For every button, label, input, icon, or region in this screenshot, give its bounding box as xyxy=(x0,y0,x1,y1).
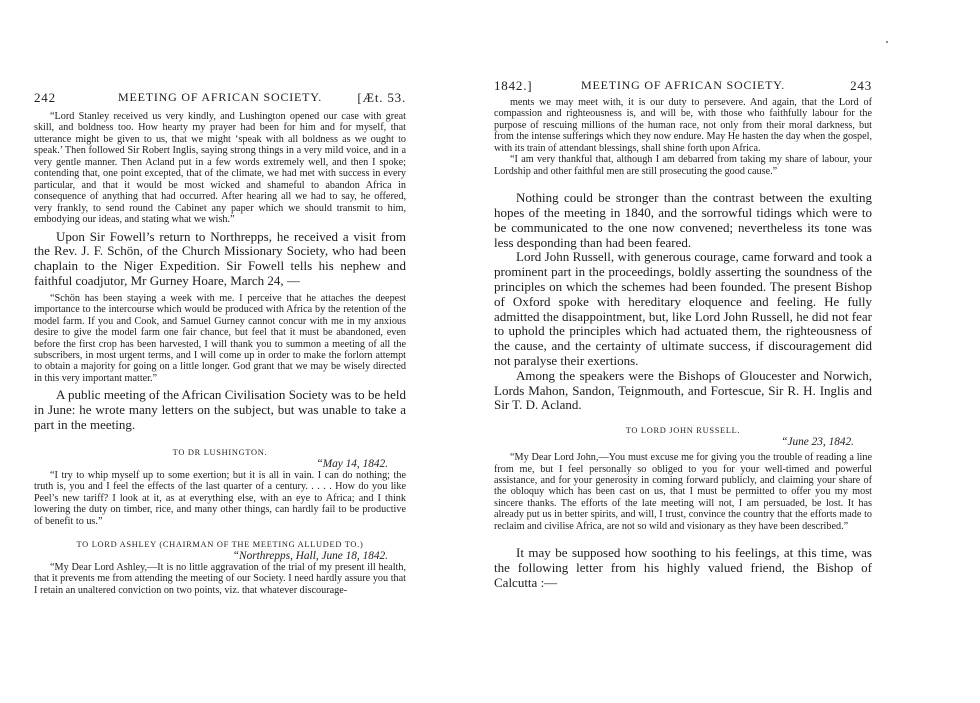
date-lushington-letter: “May 14, 1842. xyxy=(316,457,388,470)
left-running-header xyxy=(34,90,406,108)
right-running-title: MEETING OF AFRICAN SOCIETY. xyxy=(580,78,786,92)
letter-ashley-closing: “I am very thankful that, although I am debarred from taking my share of labour, your Lordship and other faithful men are still prosecuting the good cause.” xyxy=(494,154,872,177)
heading-to-dr-lushington: TO DR LUSHINGTON. xyxy=(172,447,268,457)
letter-lushington-body: “I try to whip myself up to some exertion; but it is all in vain. I can do nothing; the truth is, you and I feel the effects of the last quarter of a century. . . . . How do you like Peel’s new tariff? I look at it, as at everything else, with an eye to Africa; and I think lowering the duty on timber, rice, and many other things, can hardly fail to be productive of benefit to us.” xyxy=(34,469,406,527)
letter-russell-body: “My Dear Lord John,—You must excuse me for giving you the trouble of reading a line from me, but I feel personally so obliged to you for your well-timed and powerful assistance, and for your generosity in coming forward publicly, and claiming your share of the obloquy which has been cast on us, that I must be permitted to offer you my most sincere thanks. The efforts of the late meeting will not, I am persuaded, be lost. It has already put us in better spirits, and will, I trust, convince the country that the efforts made to reclaim and civilise Africa, are not so wild and visionary as they have been described.” xyxy=(494,452,872,532)
right-page-number: 243 xyxy=(850,78,872,93)
right-running-header xyxy=(494,78,872,96)
paragraph-lord-john-russell: Lord John Russell, with generous courage, came forward and took a prominent part in the proceedings, boldly asserting the soundness of the principles on which the schemes had been founded. The present Bishop of Oxford spoke with hereditary eloquence and feeling. He fully admitted the disappointment, but, like Lord John Russell, he did not fear to uphold the principles which had actuated them, the righteousness of the cause, and the certainty of ultimate success, if discouragement did not paralyse their exertions. xyxy=(494,249,872,368)
paragraph-speakers: Among the speakers were the Bishops of Gloucester and Norwich, Lords Mahon, Sandon, Teignmouth, and Fortescue, Sir R. H. Inglis and Sir T. D. Acland. xyxy=(494,367,872,413)
paragraph-public-meeting: A public meeting of the African Civilisation Society was to be held in June: he wrote many letters on the subject, but was unable to take a part in the meeting. xyxy=(34,387,406,432)
paragraph-contrast: Nothing could be stronger than the contrast between the exulting hopes of the meeting in 1840, and the sorrowful tidings which were to be communicated to the one now convened; nevertheless its tone was less desponding than had been feared. xyxy=(494,190,872,250)
right-page xyxy=(494,0,872,703)
quote-schon: “Schön has been staying a week with me. I perceive that he attaches the deepest importance to the intercourse which would be produced with Africa by the retention of the model farm. If you and Cook, and Samuel Gurney cannot concur with me in my anxious desire to give the model farm one fair chance, but feel that it must be abandoned, even before the first crop has been harvested, I will thank you to summon a meeting of all the subscribers, in most urgent terms, and I will come up in order to make the forlorn attempt to obtain a majority for going on a little longer. God grant that we may be wisely directed in this very important matter.” xyxy=(34,292,406,384)
heading-to-lord-ashley: TO LORD ASHLEY (CHAIRMAN OF THE MEETING ALLUDED TO.) xyxy=(76,540,364,549)
left-page-number: 242 xyxy=(34,90,56,105)
left-running-title: MEETING OF AFRICAN SOCIETY. xyxy=(117,90,323,104)
date-ashley-letter: “Northrepps, Hall, June 18, 1842. xyxy=(232,550,388,562)
right-page-body xyxy=(494,97,872,591)
date-russell-letter: “June 23, 1842. xyxy=(781,436,854,449)
letter-ashley-body: “My Dear Lord Ashley,—It is no little aggravation of the trial of my present ill health, that it prevents me from attending the meeting of our Society. I need hardly assure you that I retain an unaltered conviction on two points, viz. that whatever discourage- xyxy=(34,562,406,596)
page-speck xyxy=(886,41,888,43)
left-page xyxy=(34,0,406,703)
paragraph-soothing: It may be supposed how soothing to his feelings, at this time, was the following letter from his highly valued friend, the Bishop of Calcutta :— xyxy=(494,545,872,590)
left-age-marker: [Æt. 53. xyxy=(357,90,406,105)
paragraph-return-northrepps: Upon Sir Fowell’s return to Northrepps, he received a visit from the Rev. J. F. Schön, of the Church Missionary Society, who had been chaplain to the Niger Expedition. Sir Fowell tells his nephew and faithful coadjutor, Mr Gurney Hoare, March 24, — xyxy=(34,228,406,288)
quote-lord-stanley: “Lord Stanley received us very kindly, and Lushington opened our case with great skill, and boldness too. How hearty my prayer had been for him and for myself, that utterance might be given to us, that we might ‘speak with all boldness as we ought to speak.’ Then followed Sir Robert Inglis, saying strong things in a very mild voice, and in a very gentle manner. Then Acland put in a few words extremely well, and then I spoke; contending that, one point excepted, that of the climate, we had met with success in every particular, and that it would be most wicked and shameful to abandon Africa in consequence of anything that had occurred. After hearing all we had to say, he offered, very frankly, to send round the Cabinet any paper which we should transmit to him, embodying our ideas, and stating what we wish.” xyxy=(34,111,406,226)
right-year-marker: 1842.] xyxy=(494,78,533,93)
letter-ashley-continued: ments we may meet with, it is our duty to persevere. And again, that the Lord of compassion and righteousness is, and will be, with those who faithfully labour for the purpose of rescuing millions of the human race, not only from their moral darkness, but from the intense sufferings which they now endure. May He hasten the day when the gospel, with its train of attendant blessings, shall shine forth upon Africa. xyxy=(494,97,872,154)
heading-to-lord-john-russell: TO LORD JOHN RUSSELL. xyxy=(625,426,741,436)
left-page-body xyxy=(34,111,406,596)
